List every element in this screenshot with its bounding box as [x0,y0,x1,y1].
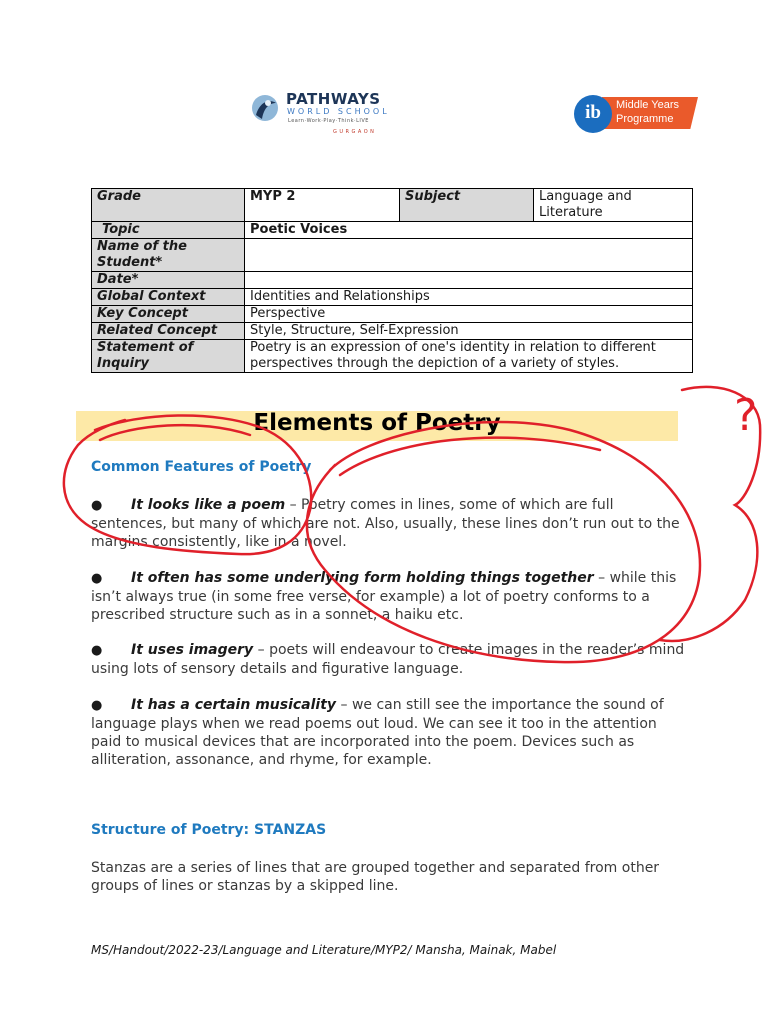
question-mark-annotation: ? [734,390,758,441]
table-row [92,222,693,239]
ink-circle-large [340,438,600,475]
related-concept-value: Style, Structure, Self-Expression [245,323,693,340]
bullet-heading: It looks like a poem [131,497,286,513]
table-row [92,272,693,289]
key-concept-value: Perspective [245,306,693,323]
date-label: Date* [92,272,245,289]
school-subtitle: WORLD SCHOOL [287,107,390,116]
bullet-heading: It uses imagery [131,642,254,658]
grade-value: MYP 2 [245,189,400,222]
inquiry-value: Poetry is an expression of one's identity in relation to different perspectives through the depiction of a variety of styles. [245,340,693,373]
bullet-icon: ● [91,498,103,513]
unit-info-table [91,188,693,373]
stanza-paragraph: Stanzas are a series of lines that are grouped together and separated from other groups of lines or stanzas by a skipped line. [91,860,660,894]
bullet-paragraph [91,496,691,551]
inquiry-label: Statement of Inquiry [92,340,245,373]
section-heading-stanzas: Structure of Poetry: STANZAS [91,822,327,838]
bullet-paragraph [91,696,691,769]
grade-label: Grade [92,189,245,222]
school-name: PATHWAYS [286,90,381,108]
ib-programme-text: Middle Years Programme [616,99,679,125]
footer-reference: MS/Handout/2022-23/Language and Literature/MYP2/ Mansha, Mainak, Mabel [91,943,557,957]
date-field[interactable] [245,272,693,289]
school-tagline: Learn·Work·Play·Think·LIVE [288,118,369,124]
table-row [92,189,693,222]
subject-value: Language and Literature [534,189,693,222]
topic-label: Topic [92,222,245,239]
subject-label: Subject [400,189,534,222]
globe-icon [250,93,280,123]
school-city: GURGAON [333,129,377,135]
bullet-text: – we can still see the importance the sound of language plays when we read poems out loud. We can see it too in the attention paid to musical devices that are incorporated into the poem. Devices such as alliteration, assonance, and rhyme, for example. [91,697,664,768]
topic-value: Poetic Voices [245,222,693,239]
bullet-text: – while this isn’t always true (in some free verse, for example) a lot of poetry conforms to a prescribed structure such as in a sonnet, a haiku etc. [91,570,677,623]
bullet-heading: It often has some underlying form holding things together [131,570,594,586]
table-row [92,306,693,323]
table-row [92,323,693,340]
bullet-icon: ● [91,571,103,586]
page-title: Elements of Poetry [253,410,501,436]
related-concept-label: Related Concept [92,323,245,340]
section-heading-features: Common Features of Poetry [91,459,312,475]
bullet-text: – Poetry comes in lines, some of which are full sentences, but many of which are not. Also, usually, these lines don’t run out to the margins consistently, like in a novel. [91,497,680,550]
student-name-field[interactable] [245,239,693,272]
pathways-logo [250,90,400,140]
bullet-icon: ● [91,698,103,713]
bullet-icon: ● [91,643,103,658]
ib-circle-icon: ib [574,95,612,133]
table-row [92,239,693,272]
ib-myp-logo [574,95,702,135]
bullet-heading: It has a certain musicality [131,697,337,713]
student-name-label: Name of the Student* [92,239,245,272]
global-context-value: Identities and Relationships [245,289,693,306]
bullet-paragraph [91,569,691,624]
bullet-text: – poets will endeavour to create images in the reader’s mind using lots of sensory details and figurative language. [91,642,685,677]
key-concept-label: Key Concept [92,306,245,323]
table-row [92,340,693,373]
global-context-label: Global Context [92,289,245,306]
bullet-paragraph [91,641,691,678]
table-row [92,289,693,306]
